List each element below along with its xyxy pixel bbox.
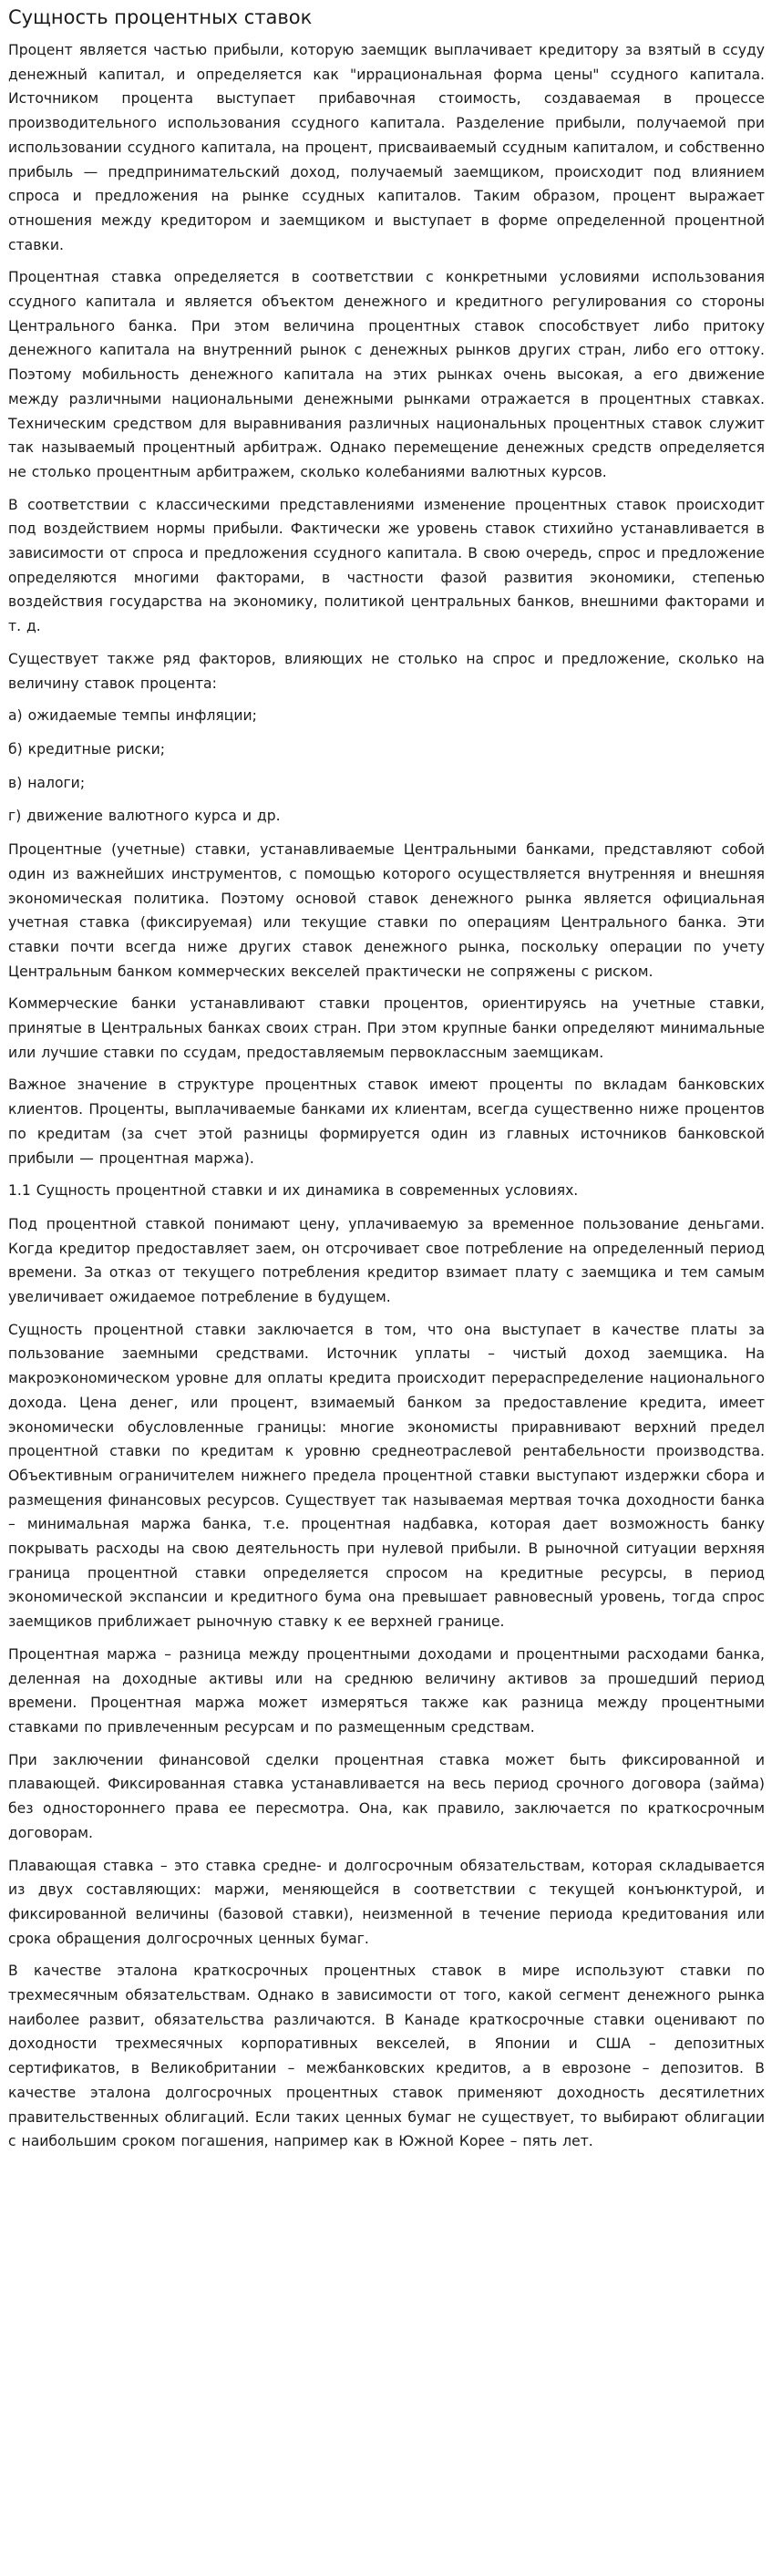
list-item: б) кредитные риски; <box>8 740 166 757</box>
paragraph: Плавающая ставка – это ставка средне- и долгосрочным обязательствам, которая складывается из двух составляющих: маржи, меняющейся в соответствии с текущей конъюнктурой, и фиксированной величины (базовой ставки), неизменной в течение периода кредитования или срока обращения долгосрочных ценных бумаг. <box>8 1857 765 1947</box>
paragraph: При заключении финансовой сделки процентная ставка может быть фиксированной и плавающей. Фиксированная ставка устанавливается на весь период срочного договора (займа) без одностороннего права ее пересмотра. Она, как правило, заключается по краткосрочным договорам. <box>8 1751 765 1841</box>
paragraph: Существует также ряд факторов, влияющих не столько на спрос и предложение, сколько на величину ставок процента: <box>8 650 765 692</box>
paragraph: В качестве эталона краткосрочных процентных ставок в мире используют ставки по трехмесячным обязательствам. Однако в зависимости от того, какой сегмент денежного рынка наиболее развит, обязательства различаются. В Канаде краткосрочные ставки оценивают по доходности трехмесячных корпоративных векселей, в Японии и США – депозитных сертификатов, в Великобритании – межбанковских кредитов, а в еврозоне – депозитов. В качестве эталона долгосрочных процентных ставок применяют доходность десятилетних правительственных облигаций. Если таких ценных бумаг не существует, то выбирают облигации с наибольшим сроком погашения, например как в Южной Корее – пять лет. <box>8 1963 765 2150</box>
list-item: в) налоги; <box>8 774 86 791</box>
paragraph: Процентная ставка определяется в соответствии с конкретными условиями использования ссудного капитала и является объектом денежного и кредитного регулирования со стороны Центрального банка. При этом величина процентных ставок способствует либо притоку денежного капитала на внутренний рынок с денежных рынков других стран, либо его оттоку. Поэтому мобильность денежного капитала на этих рынках очень высокая, а его движение между различными национальными денежными рынками отражается в процентных ставках. Техническим средством для выравнивания различных национальных процентных ставок служит так называемый процентный арбитраж. Однако перемещение денежных средств определяется не столько процентным арбитражем, сколько колебаниями валютных курсов. <box>8 269 765 480</box>
section-heading: 1.1 Сущность процентной ставки и их динамика в современных условиях. <box>8 1182 579 1200</box>
list-item: а) ожидаемые темпы инфляции; <box>8 707 257 725</box>
paragraph: Под процентной ставкой понимают цену, уплачиваемую за временное пользование деньгами. Когда кредитор предоставляет заем, он отсрочивает свое потребление на определенный период времени. За отказ от текущего потребления кредитор взимает плату с заемщика и тем самым увеличивает ожидаемое потребление в будущем. <box>8 1215 765 1306</box>
paragraph: В соответствии с классическими представлениями изменение процентных ставок происходит под воздействием нормы прибыли. Фактически же уровень ставок стихийно устанавливается в зависимости от спроса и предложения ссудного капитала. В свою очередь, спрос и предложение определяются многими факторами, в частности фазой развития экономики, степенью воздействия государства на экономику, политикой центральных банков, внешними факторами и т. д. <box>8 496 765 635</box>
paragraph: Процентные (учетные) ставки, устанавливаемые Центральными банками, представляют собой один из важнейших инструментов, с помощью которого осуществляется внутренняя и внешняя экономическая политика. Поэтому основой ставок денежного рынка является официальная учетная ставка (фиксируемая) или текущие ставки по операциям Центрального банка. Эти ставки почти всегда ниже других ставок денежного рынка, поскольку операции по учету Центральным банком коммерческих векселей практически не сопряжены с риском. <box>8 841 765 980</box>
paragraph: Процентная маржа – разница между процентными доходами и процентными расходами банка, деленная на доходные активы или на среднюю величину активов за прошедший период времени. Процентная маржа может измеряться также как разница между процентными ставками по привлеченным ресурсам и по размещенным средствам. <box>8 1645 765 1736</box>
paragraph: Процент является частью прибыли, которую заемщик выплачивает кредитору за взятый в ссуду денежный капитал, и определяется как "иррациональная форма цены" ссудного капитала. Источником процента выступает прибавочная стоимость, создаваемая в процессе производительного использования ссудного капитала. Разделение прибыли, получаемой при использовании ссудного капитала, на процент, присваиваемый ссудным капиталом, и собственно прибыль — предпринимательский доход, получаемый заемщиком, происходит под влиянием спроса и предложения на рынке ссудных капиталов. Таким образом, процент выражает отношения между кредитором и заемщиком и выступает в форме определенной процентной ставки. <box>8 42 765 253</box>
paragraph: Важное значение в структуре процентных ставок имеют проценты по вкладам банковских клиентов. Проценты, выплачиваемые банками их клиентам, всегда существенно ниже процентов по кредитам (за счет этой разницы формируется один из главных источников банковской прибыли — процентная маржа). <box>8 1077 765 1167</box>
page-title: Сущность процентных ставок <box>8 6 313 28</box>
list-item: г) движение валютного курса и др. <box>8 808 281 825</box>
article <box>8 0 765 2162</box>
paragraph: Сущность процентной ставки заключается в том, что она выступает в качестве платы за пользование заемными средствами. Источник уплаты – чистый доход заемщика. На макроэкономическом уровне для оплаты кредита происходит перераспределение национального дохода. Цена денег, или процент, взимаемый банком за предоставление кредита, имеет экономически обусловленные границы: многие экономисты приравнивают верхний предел процентной ставки по кредитам к уровню среднеотраслевой рентабельности производства. Объективным ограничителем нижнего предела процентной ставки выступают издержки сбора и размещения финансовых ресурсов. Существует так называемая мертвая точка доходности банка – минимальная маржа банка, т.е. процентная надбавка, которая дает возможность банку покрывать расходы на свою деятельность при нулевой прибыли. В рыночной ситуации верхняя граница процентной ставки определяется спросом на кредитные ресурсы, в период экономической экспансии и кредитного бума она превышает равновесный уровень, тогда спрос заемщиков приближает рыночную ставку к ее верхней границе. <box>8 1321 765 1631</box>
paragraph: Коммерческие банки устанавливают ставки процентов, ориентируясь на учетные ставки, принятые в Центральных банках своих стран. При этом крупные банки определяют минимальные или лучшие ставки по ссудам, предоставляемым первоклассным заемщикам. <box>8 995 765 1061</box>
